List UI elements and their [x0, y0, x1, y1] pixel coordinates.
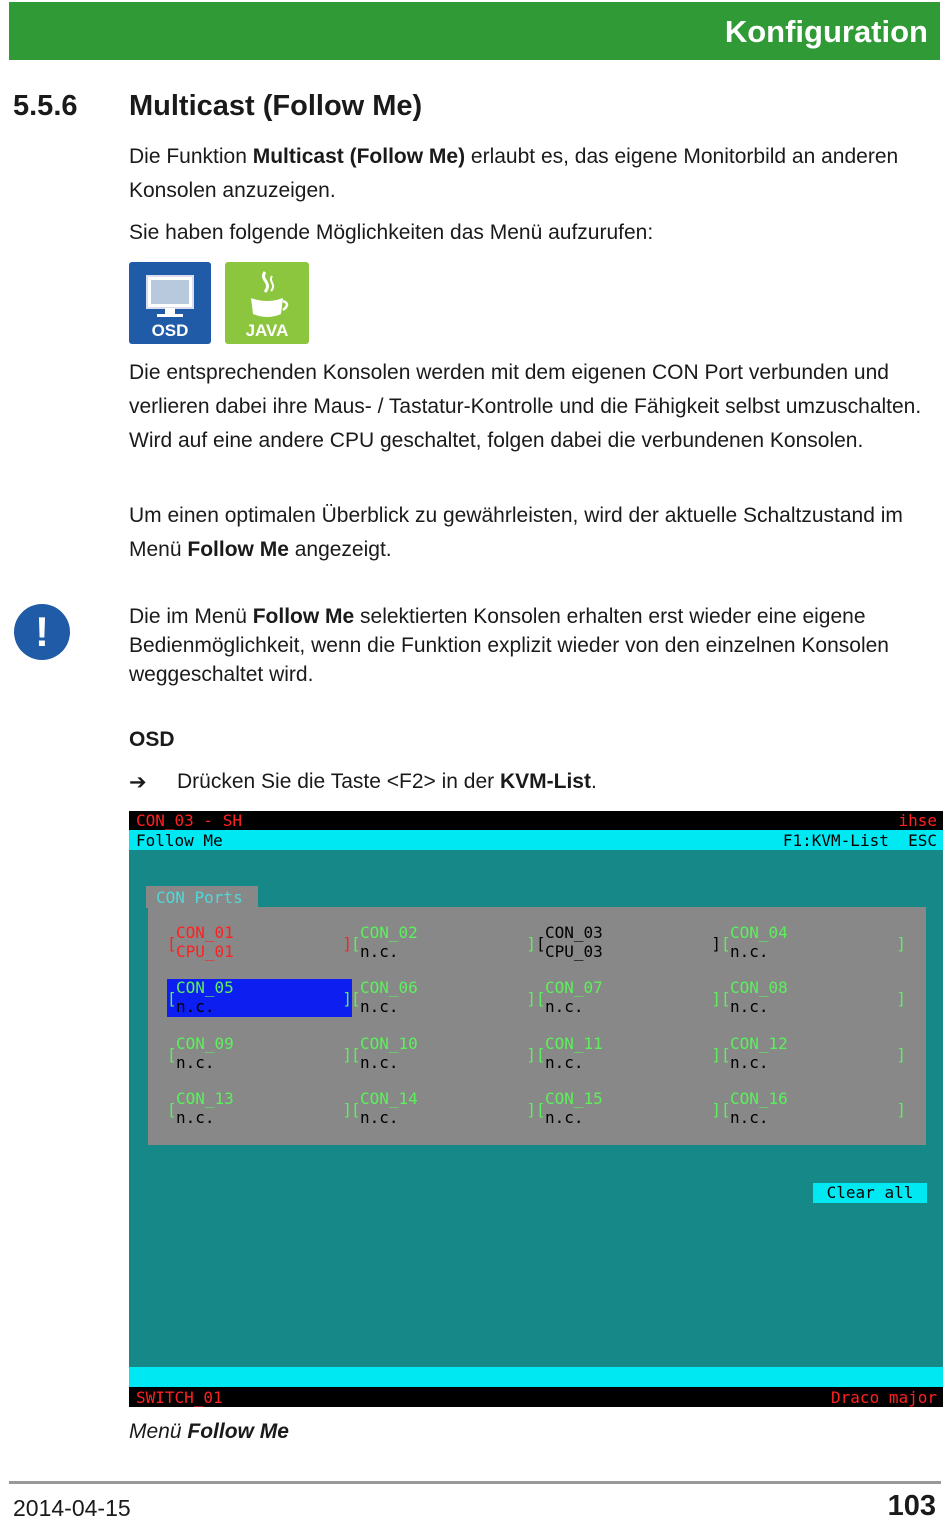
con-port-name: CON_06	[360, 978, 418, 997]
con-port-name: CON_01	[176, 923, 234, 942]
con-port-cpu: n.c.	[545, 997, 584, 1016]
step-instruction: Drücken Sie die Taste <F2> in der KVM-List.	[177, 770, 597, 793]
con-port-cpu: n.c.	[176, 997, 215, 1016]
bracket-right: ]	[526, 934, 536, 953]
page-number: 103	[887, 1490, 936, 1522]
con-port-cpu: n.c.	[730, 997, 769, 1016]
bracket-right: ]	[711, 989, 721, 1008]
header-title: Konfiguration	[724, 14, 928, 49]
con-ports-tab[interactable]	[146, 886, 258, 908]
exclamation-icon: !	[14, 604, 70, 660]
con-port-2[interactable]	[351, 924, 536, 962]
bracket-right: ]	[896, 989, 906, 1008]
bracket-left: [	[721, 934, 731, 953]
con-port-name: CON_14	[360, 1089, 418, 1108]
osd-switch-name: SWITCH_01	[136, 1388, 223, 1407]
con-port-name: CON_02	[360, 923, 418, 942]
osd-device-name: Draco major	[831, 1388, 937, 1407]
bracket-left: [	[351, 934, 361, 953]
con-port-name: CON_10	[360, 1034, 418, 1053]
osd-status-bar	[129, 1367, 943, 1387]
con-port-cpu: n.c.	[545, 1053, 584, 1072]
con-port-6[interactable]	[351, 979, 536, 1017]
section-number: 5.5.6	[13, 90, 78, 122]
osd-title-bar	[129, 830, 943, 850]
description-paragraph: Die entsprechenden Konsolen werden mit dem eigenen CON Port verbunden und verlieren dabei ihre Maus- / Tastatur-Kontrolle und die Fähigkeit selbst umzuschalten. Wird auf eine andere CPU geschaltet, folgen dabei die verbundenen Konsolen.	[129, 361, 922, 452]
con-port-cpu: n.c.	[545, 1108, 584, 1127]
bracket-right: ]	[711, 934, 721, 953]
bracket-right: ]	[526, 1100, 536, 1119]
con-port-cpu: n.c.	[730, 942, 769, 961]
clear-all-button[interactable]: Clear all	[813, 1183, 927, 1203]
con-port-16[interactable]	[721, 1090, 906, 1128]
con-port-10[interactable]	[351, 1035, 536, 1073]
bracket-left: [	[351, 1100, 361, 1119]
con-port-name: CON_16	[730, 1089, 788, 1108]
con-port-cpu: n.c.	[360, 942, 399, 961]
con-port-4[interactable]	[721, 924, 906, 962]
options-paragraph: Sie haben folgende Möglichkeiten das Menü aufzurufen:	[129, 221, 654, 244]
bracket-right: ]	[711, 1045, 721, 1064]
con-port-name: CON_11	[545, 1034, 603, 1053]
osd-console-name: CON_03 - SH	[136, 811, 242, 830]
bracket-left: [	[167, 1100, 177, 1119]
con-port-cpu: n.c.	[730, 1053, 769, 1072]
bracket-left: [	[536, 989, 546, 1008]
bracket-left: [	[536, 934, 546, 953]
con-port-9[interactable]	[167, 1035, 352, 1073]
con-port-cpu: n.c.	[176, 1108, 215, 1127]
bracket-right: ]	[711, 1100, 721, 1119]
bracket-right: ]	[526, 1045, 536, 1064]
bracket-right: ]	[342, 934, 352, 953]
footer-date: 2014-04-15	[13, 1495, 131, 1521]
con-port-12[interactable]	[721, 1035, 906, 1073]
bracket-right: ]	[342, 1045, 352, 1064]
osd-follow-me-screen	[129, 811, 943, 1407]
con-port-name: CON_04	[730, 923, 788, 942]
con-port-13[interactable]	[167, 1090, 352, 1128]
bracket-left: [	[721, 989, 731, 1008]
bracket-right: ]	[526, 989, 536, 1008]
bracket-right: ]	[342, 1100, 352, 1119]
con-port-cpu: n.c.	[730, 1108, 769, 1127]
bracket-left: [	[351, 989, 361, 1008]
note-text: Die im Menü Follow Me selektierten Konsolen erhalten erst wieder eine eigene Bedienmöglichkeit, wenn die Funktion explizit wieder von den einzelnen Konsolen weggeschaltet wird.	[129, 605, 889, 686]
con-port-name: CON_09	[176, 1034, 234, 1053]
bracket-left: [	[536, 1100, 546, 1119]
bracket-left: [	[721, 1100, 731, 1119]
bracket-right: ]	[896, 934, 906, 953]
bracket-right: ]	[896, 1100, 906, 1119]
overview-paragraph: Um einen optimalen Überblick zu gewährleisten, wird der aktuelle Schaltzustand im Menü Follow Me angezeigt.	[129, 504, 903, 561]
bracket-left: [	[536, 1045, 546, 1064]
con-port-15[interactable]	[536, 1090, 721, 1128]
osd-icon-label: OSD	[151, 321, 189, 340]
intro-paragraph: Die Funktion Multicast (Follow Me) erlaubt es, das eigene Monitorbild an anderen Konsolen anzuzeigen.	[129, 145, 899, 202]
con-port-5[interactable]	[167, 979, 352, 1017]
con-port-3[interactable]	[536, 924, 721, 962]
section-title: Multicast (Follow Me)	[129, 90, 423, 122]
con-port-cpu: n.c.	[176, 1053, 215, 1072]
con-port-name: CON_08	[730, 978, 788, 997]
con-port-name: CON_03	[545, 923, 603, 942]
java-cup-icon	[225, 262, 309, 344]
osd-heading: OSD	[129, 728, 175, 751]
figure-caption: Menü Follow Me	[129, 1420, 289, 1443]
con-port-cpu: n.c.	[360, 997, 399, 1016]
con-port-name: CON_07	[545, 978, 603, 997]
bracket-left: [	[351, 1045, 361, 1064]
osd-shortcut-hint[interactable]: F1:KVM-List ESC	[782, 831, 937, 850]
con-port-name: CON_12	[730, 1034, 788, 1053]
java-icon-label: JAVA	[245, 321, 289, 340]
con-ports-tab-label: CON Ports	[156, 888, 243, 907]
con-port-14[interactable]	[351, 1090, 536, 1128]
con-port-11[interactable]	[536, 1035, 721, 1073]
osd-monitor-icon	[129, 262, 211, 344]
footer-divider	[9, 1481, 941, 1484]
con-port-cpu: CPU_01	[176, 942, 234, 961]
con-port-cpu: CPU_03	[545, 942, 603, 961]
arrow-right-icon: ➔	[129, 771, 147, 794]
osd-menu-title: Follow Me	[136, 831, 223, 850]
con-port-7[interactable]	[536, 979, 721, 1017]
con-port-name: CON_15	[545, 1089, 603, 1108]
con-port-name: CON_13	[176, 1089, 234, 1108]
con-port-name: CON_05	[176, 978, 234, 997]
bracket-left: [	[167, 1045, 177, 1064]
bracket-right: ]	[342, 989, 352, 1008]
bracket-left: [	[167, 934, 177, 953]
bracket-left: [	[167, 989, 177, 1008]
bracket-left: [	[721, 1045, 731, 1064]
bracket-right: ]	[896, 1045, 906, 1064]
con-port-1[interactable]	[167, 924, 352, 962]
osd-brand: ihse	[898, 811, 937, 830]
con-port-cpu: n.c.	[360, 1053, 399, 1072]
osd-top-bar	[129, 811, 943, 830]
con-port-cpu: n.c.	[360, 1108, 399, 1127]
header-bar	[9, 2, 940, 60]
con-port-8[interactable]	[721, 979, 906, 1017]
osd-bottom-bar	[129, 1387, 943, 1407]
